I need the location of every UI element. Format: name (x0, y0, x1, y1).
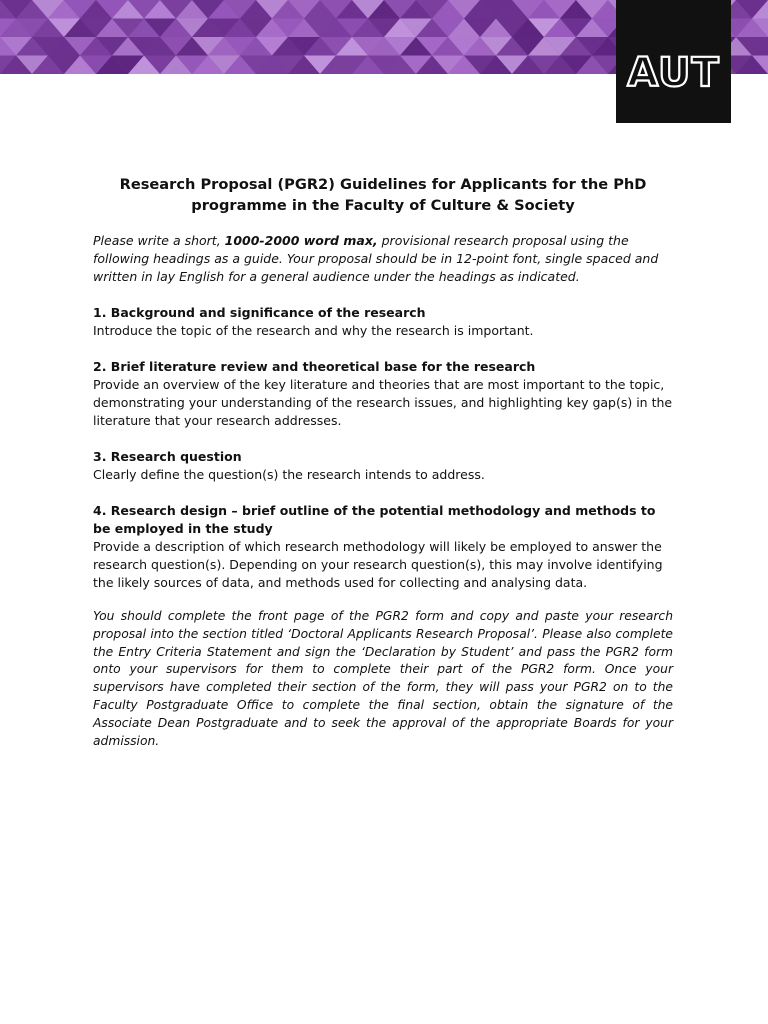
section-literature-review (93, 358, 673, 430)
document-title: Research Proposal (PGR2) Guidelines for Applicants for the PhD programme in the Faculty of Culture & Society (119, 176, 647, 214)
section-heading: 2. Brief literature review and theoretical base for the research (93, 359, 536, 374)
section-body: Clearly define the question(s) the research intends to address. (93, 467, 485, 482)
intro-text-after: provisional research proposal using the following headings as a guide. Your proposal should be in 12-point font, single spaced and written in lay English for a general audience under the headings as indicated. (93, 233, 659, 284)
intro-paragraph (93, 232, 673, 286)
aut-logo[interactable] (616, 0, 731, 123)
document-body (93, 174, 673, 750)
section-heading: 4. Research design – brief outline of the potential methodology and methods to be employed in the study (93, 503, 656, 536)
section-heading: 3. Research question (93, 449, 242, 464)
intro-text-before: Please write a short, (93, 233, 225, 248)
intro-word-limit: 1000-2000 word max, (224, 233, 378, 248)
closing-paragraph: You should complete the front page of the PGR2 form and copy and paste your research proposal into the section titled ‘Doctoral Applicants Research Proposal’. Please also complete the Entry Criteria Statement and sign the ‘Declaration by Student’ and pass the PGR2 form onto your supervisors for them to complete their part of the PGR2 form. Once your supervisors have completed their section of the form, they will pass your PGR2 on to the Faculty Postgraduate Office to complete the final section, obtain the signature of the Associate Dean Postgraduate and to seek the approval of the appropriate Boards for your admission. (93, 609, 673, 748)
logo-text: AUT (627, 49, 720, 96)
section-background (93, 304, 673, 340)
section-body: Provide a description of which research methodology will likely be employed to answer the research question(s). Depending on your research question(s), this may involve identifying the likely sources of data, and methods used for collecting and analysing data. (93, 539, 663, 590)
section-research-question (93, 448, 673, 484)
section-body: Introduce the topic of the research and why the research is important. (93, 323, 534, 338)
section-research-design (93, 502, 673, 592)
section-heading: 1. Background and significance of the research (93, 305, 426, 320)
section-body: Provide an overview of the key literature and theories that are most important to the topic, demonstrating your understanding of the research issues, and highlighting key gap(s) in the literature that your research addresses. (93, 377, 673, 428)
